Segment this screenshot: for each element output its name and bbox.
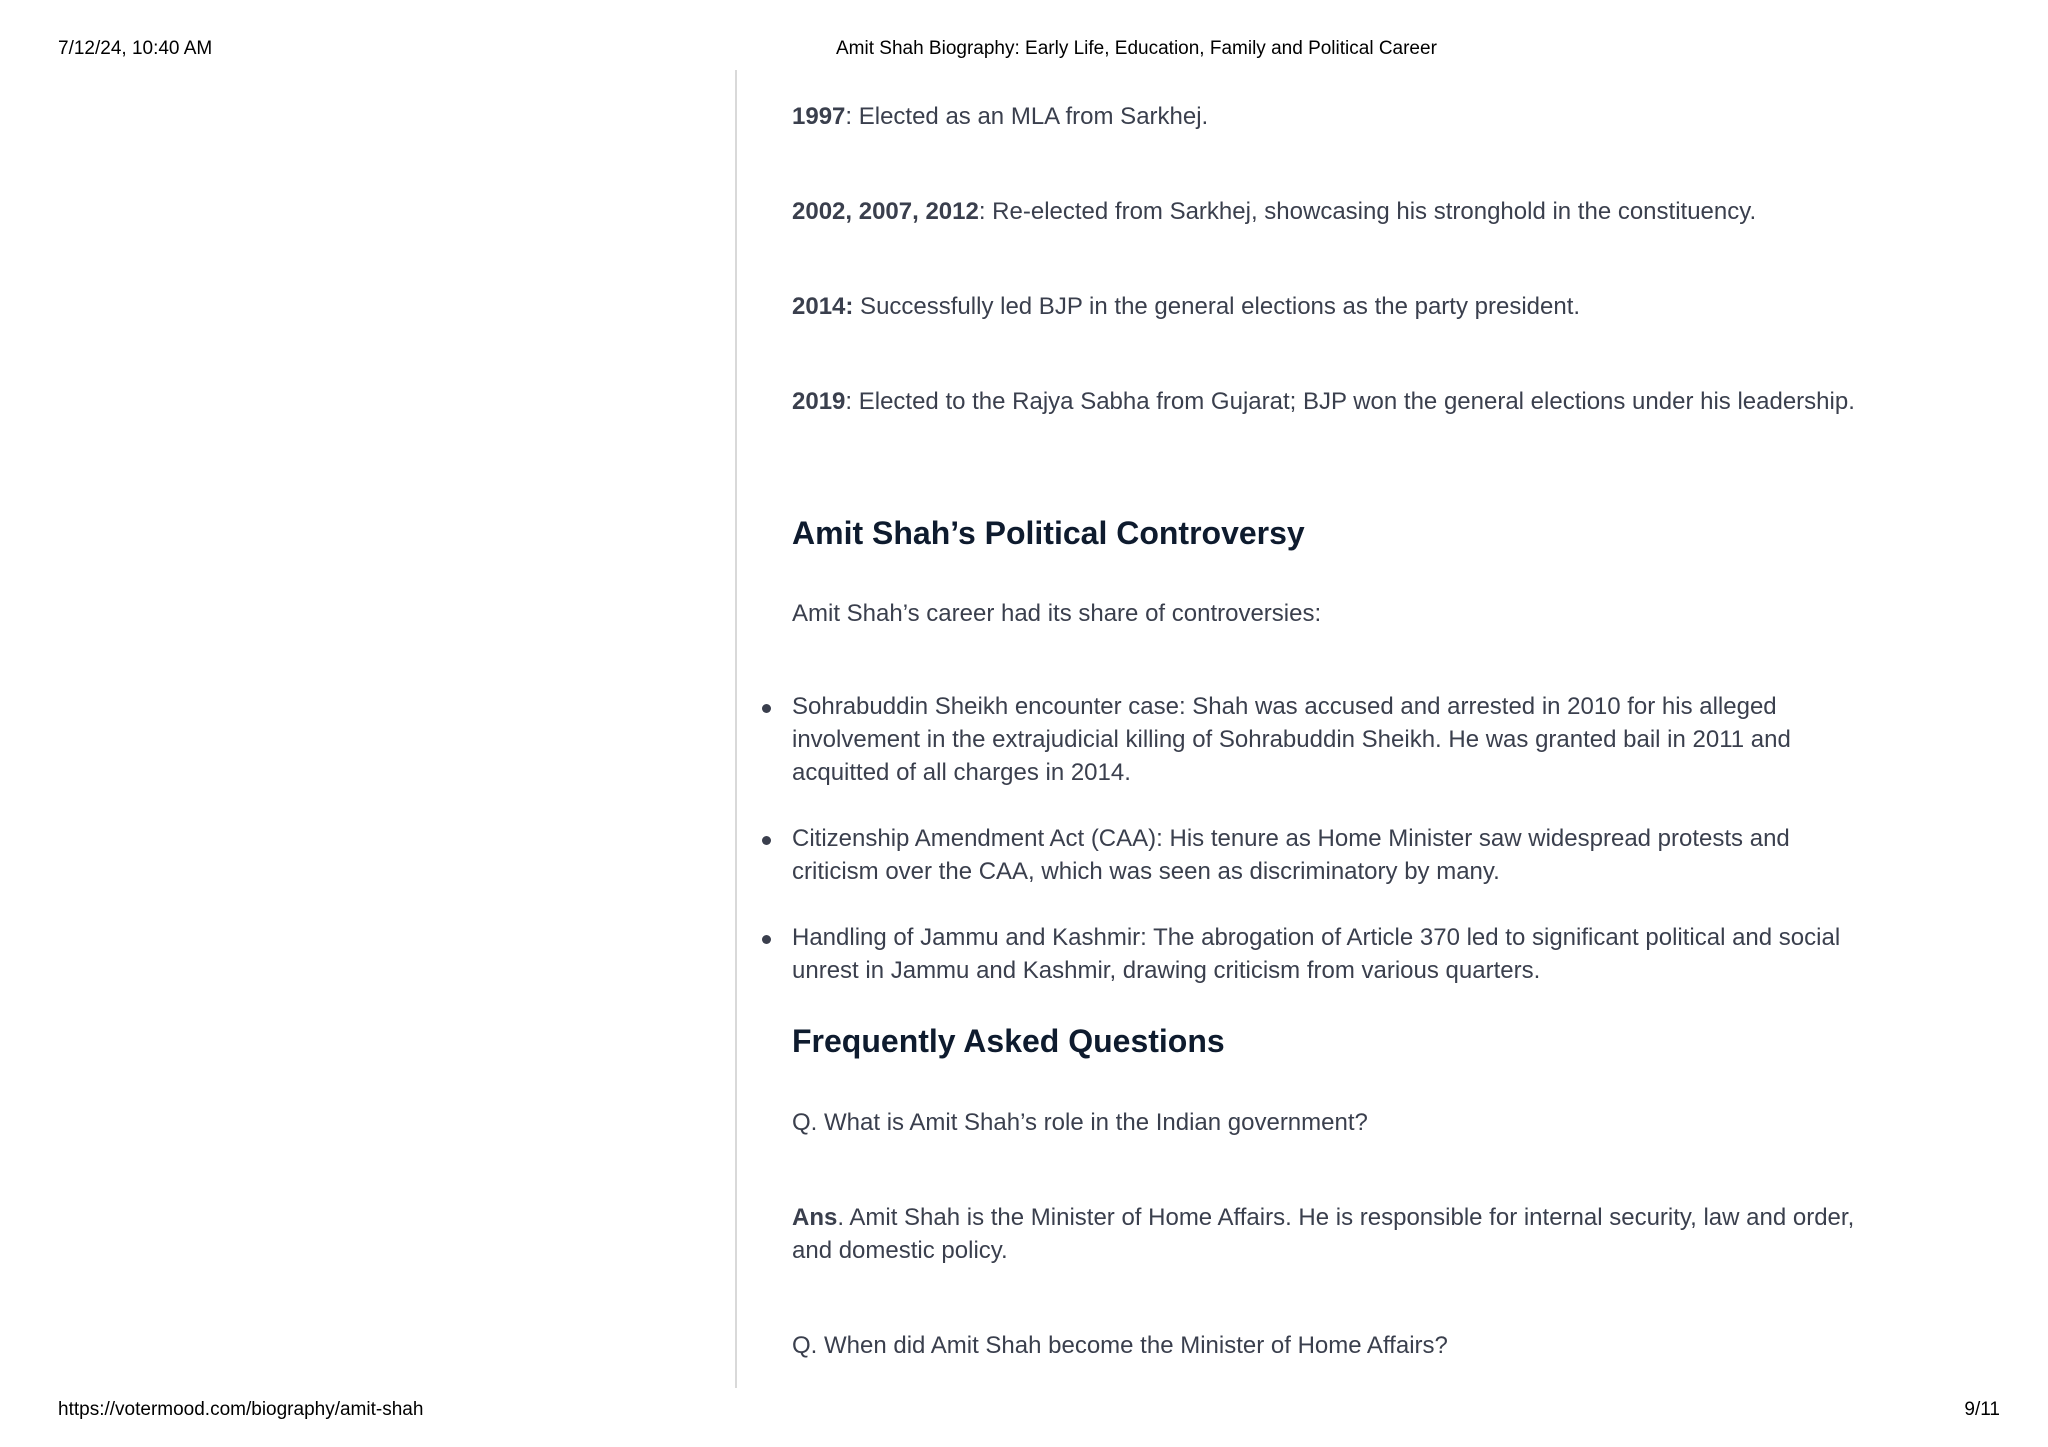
- bullet-dot-icon: [762, 704, 771, 713]
- list-item-text: Sohrabuddin Sheikh encounter case: Shah was accused and arrested in 2010 for his alleged involvement in the extrajudicial killing of Sohrabuddin Sheikh. He was granted bail in 2011 and acquitted of all charges in 2014.: [792, 693, 1791, 786]
- faq-answer-label: Ans: [792, 1204, 838, 1231]
- print-header-date: 7/12/24, 10:40 AM: [58, 38, 213, 59]
- timeline-year: 2014:: [792, 293, 854, 320]
- print-header-title: Amit Shah Biography: Early Life, Education, Family and Political Career: [836, 38, 1437, 59]
- faq-answer-text: . Amit Shah is the Minister of Home Affairs. He is responsible for internal security, law and order, and domestic policy.: [792, 1204, 1855, 1264]
- list-item-text: Handling of Jammu and Kashmir: The abrogation of Article 370 led to significant political and social unrest in Jammu and Kashmir, drawing criticism from various quarters.: [792, 924, 1841, 984]
- print-footer-url: https://votermood.com/biography/amit-shah: [58, 1399, 424, 1420]
- timeline-year: 1997: [792, 103, 846, 130]
- faq-answer: [792, 1201, 1872, 1267]
- timeline-year: 2019: [792, 388, 846, 415]
- list-item: [792, 690, 1892, 789]
- timeline-text: Successfully led BJP in the general elections as the party president.: [853, 293, 1581, 320]
- controversy-heading: Amit Shah’s Political Controversy: [792, 515, 1305, 551]
- list-item-text: Citizenship Amendment Act (CAA): His tenure as Home Minister saw widespread protests and criticism over the CAA, which was seen as discriminatory by many.: [792, 825, 1790, 885]
- list-item: [792, 822, 1872, 888]
- faq-question: Q. What is Amit Shah’s role in the Indian government?: [792, 1109, 1368, 1136]
- print-footer-page-number: 9/11: [1964, 1399, 2000, 1420]
- timeline-text: : Elected as an MLA from Sarkhej.: [845, 103, 1209, 130]
- timeline-text: : Elected to the Rajya Sabha from Gujarat; BJP won the general elections under his leadership.: [845, 388, 1855, 415]
- timeline-item-2002: [792, 195, 1756, 228]
- controversy-intro: Amit Shah’s career had its share of controversies:: [792, 600, 1322, 627]
- faq-heading: Frequently Asked Questions: [792, 1023, 1225, 1059]
- timeline-item-1997: [792, 100, 1208, 133]
- bullet-dot-icon: [762, 836, 771, 845]
- faq-question: Q. When did Amit Shah become the Minister of Home Affairs?: [792, 1332, 1448, 1359]
- content-divider: [735, 70, 737, 1388]
- timeline-item-2019: [792, 385, 1862, 418]
- list-item: [792, 921, 1872, 987]
- timeline-year: 2002, 2007, 2012: [792, 198, 979, 225]
- timeline-text: : Re-elected from Sarkhej, showcasing his stronghold in the constituency.: [978, 198, 1757, 225]
- bullet-dot-icon: [762, 935, 771, 944]
- timeline-item-2014: [792, 290, 1580, 323]
